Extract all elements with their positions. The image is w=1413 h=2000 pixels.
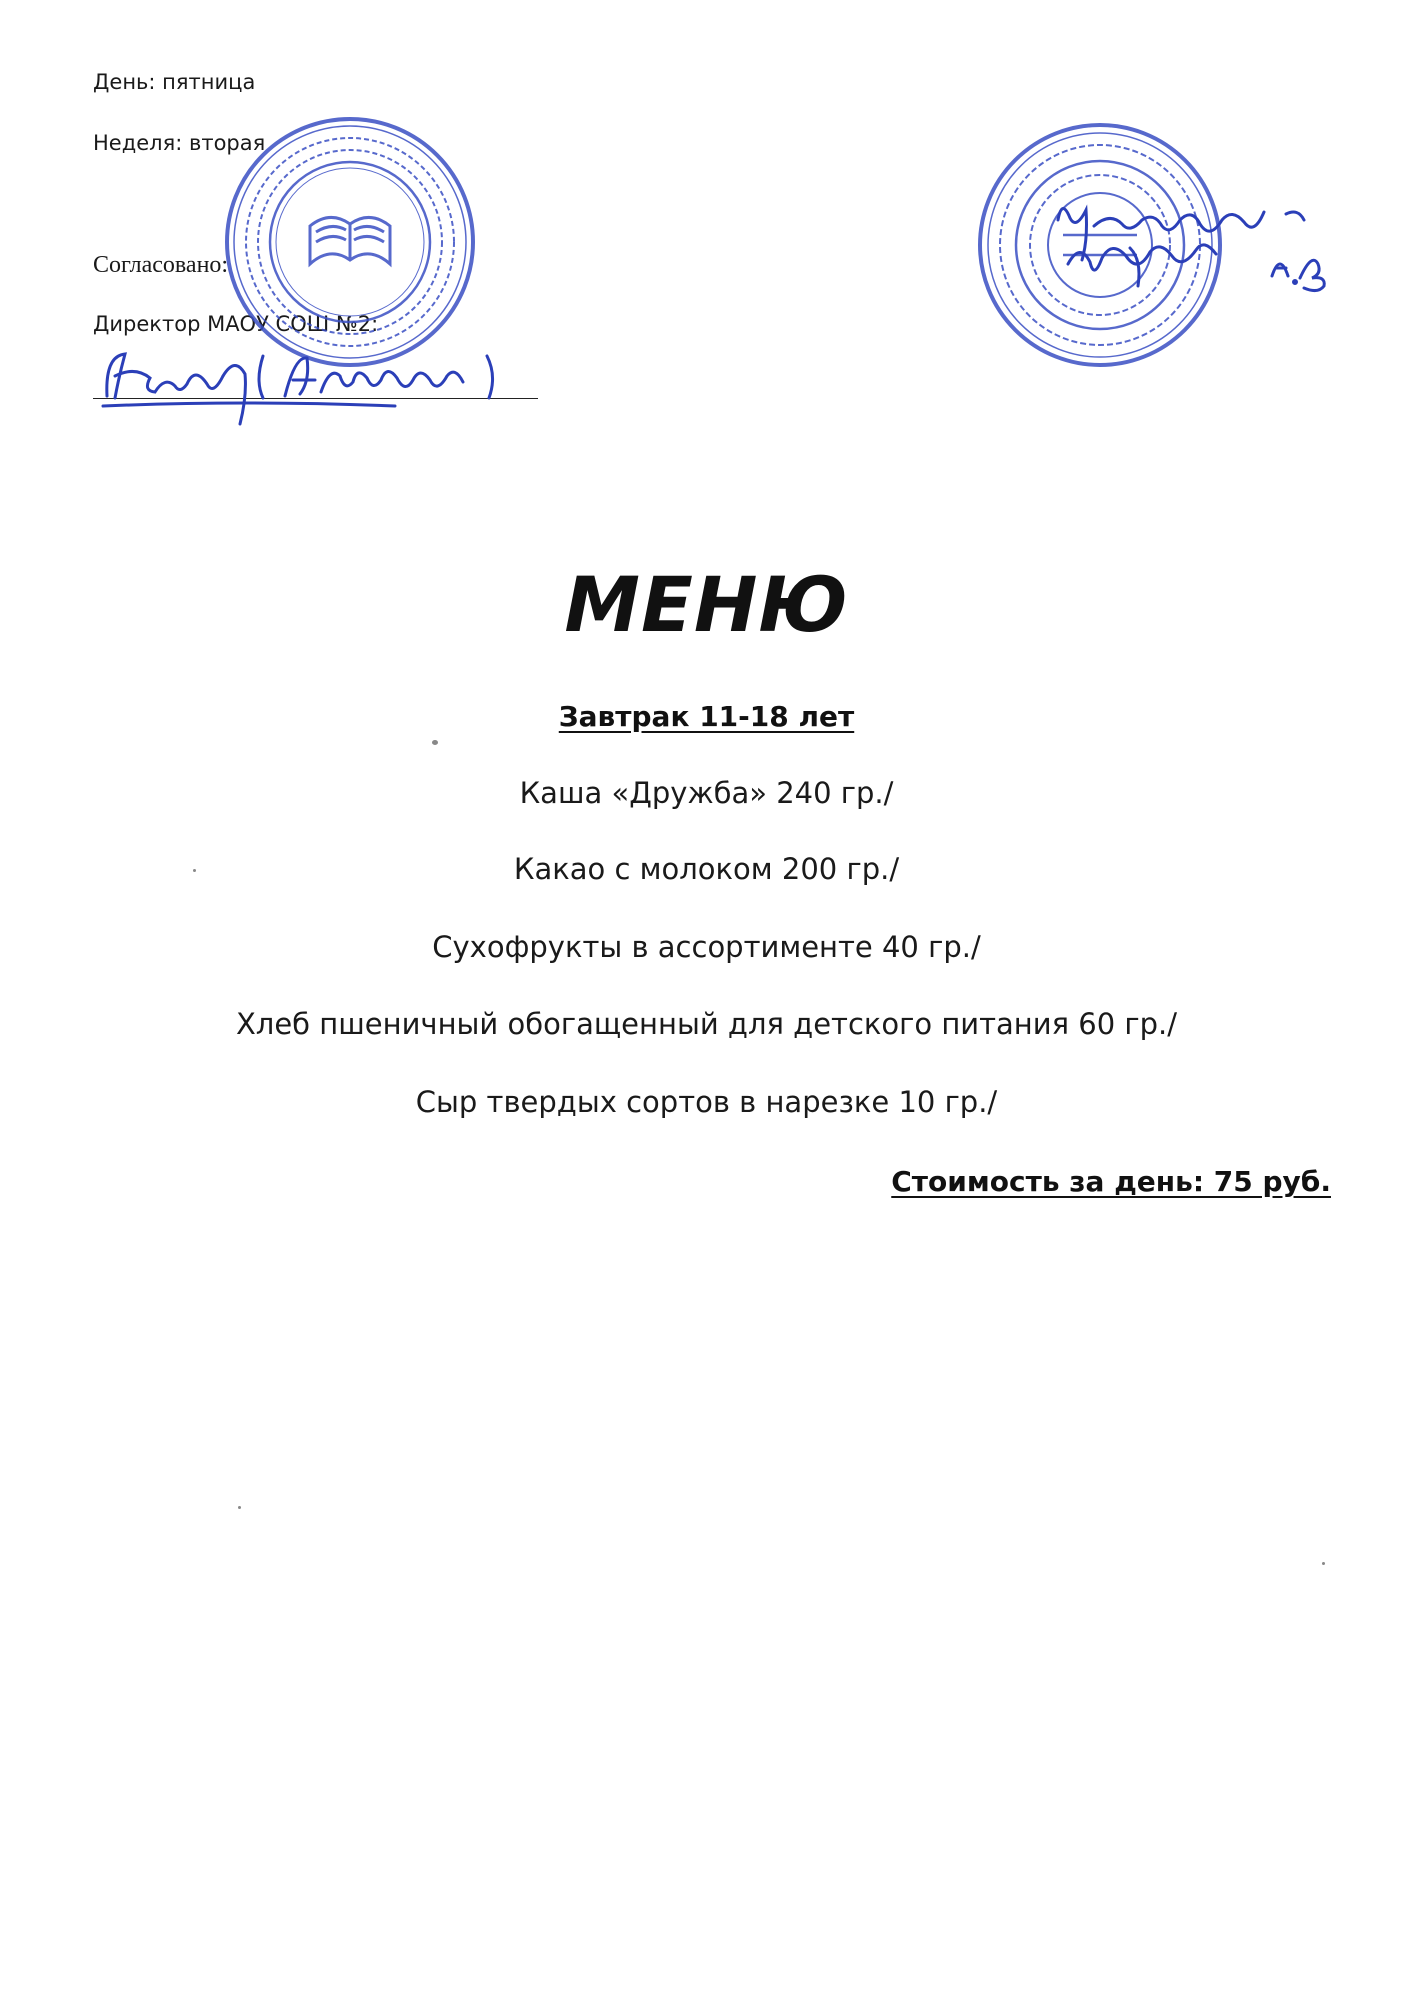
menu-item: Какао с молоком 200 гр./ xyxy=(513,852,900,886)
menu-item: Сухофрукты в ассортименте 40 гр./ xyxy=(432,930,981,964)
week-label: Неделя: вторая xyxy=(93,131,266,155)
meal-heading xyxy=(0,700,1413,733)
scan-speck xyxy=(238,1506,241,1509)
director-signature xyxy=(95,336,525,428)
scan-speck xyxy=(432,740,438,745)
menu-item: Сыр твердых сортов в нарезке 10 гр./ xyxy=(415,1085,998,1119)
menu-item: Каша «Дружба» 240 гр./ xyxy=(519,776,894,810)
daily-cost xyxy=(891,1165,1331,1198)
day-label: День: пятница xyxy=(93,70,256,94)
scan-speck xyxy=(193,869,196,872)
meal-heading-text: Завтрак 11-18 лет xyxy=(558,700,855,733)
school-stamp xyxy=(222,114,478,370)
director-label: Директор МАОУ СОШ №2: xyxy=(93,312,379,336)
approved-label: Согласовано: xyxy=(93,252,229,278)
menu-item: Хлеб пшеничный обогащенный для детского питания 60 гр./ xyxy=(235,1007,1178,1041)
scan-speck xyxy=(1322,1562,1325,1565)
supplier-signature xyxy=(1050,190,1340,320)
daily-cost-text: Стоимость за день: 75 руб. xyxy=(891,1165,1331,1198)
menu-title: МЕНЮ xyxy=(564,560,849,649)
